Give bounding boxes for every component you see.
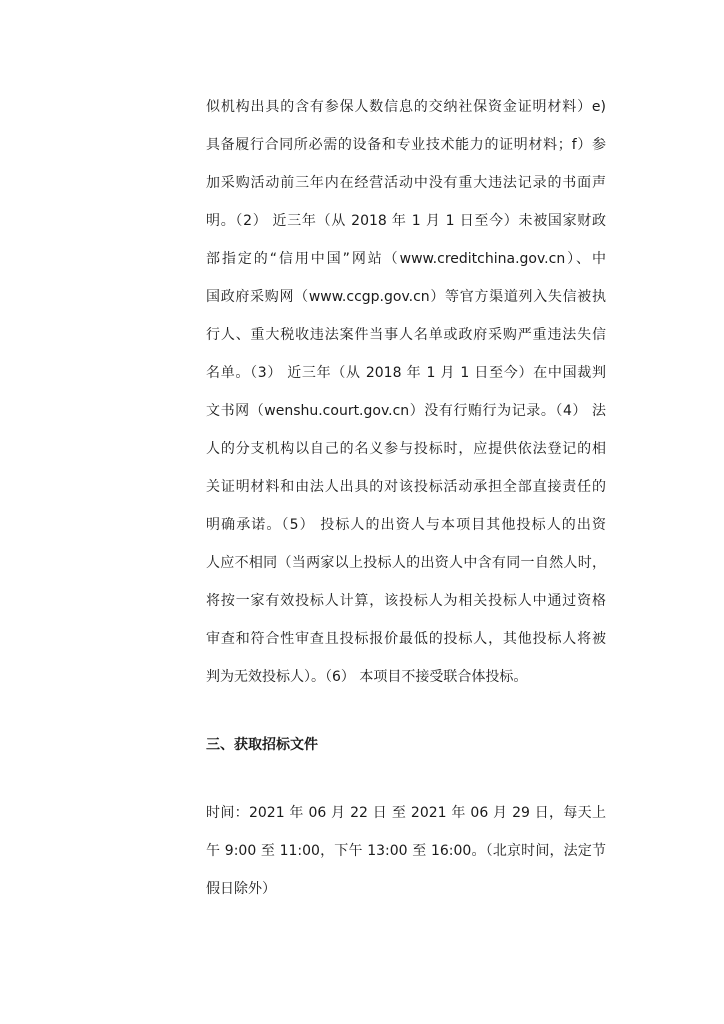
body-text-line: 似机构出具的含有参保人数信息的交纳社保资金证明材料）e) bbox=[206, 99, 606, 115]
body-text-line: 行人、重大税收违法案件当事人名单或政府采购严重违法失信 bbox=[206, 327, 606, 343]
body-text-line: 将按一家有效投标人计算，该投标人为相关投标人中通过资格 bbox=[206, 593, 606, 609]
body-text-line: 假日除外） bbox=[206, 881, 276, 897]
body-text-line: 名单。（3） 近三年（从 2018 年 1 月 1 日至今）在中国裁判 bbox=[206, 365, 606, 381]
body-text-line: 加采购活动前三年内在经营活动中没有重大违法记录的书面声 bbox=[206, 175, 606, 191]
body-text-line: 部指定的“信用中国”网站（www.creditchina.gov.cn）、中 bbox=[206, 251, 606, 267]
body-text-line: 文书网（wenshu.court.gov.cn）没有行贿行为记录。（4） 法 bbox=[206, 403, 606, 419]
body-text-line: 明确承诺。（5） 投标人的出资人与本项目其他投标人的出资 bbox=[206, 517, 606, 533]
body-text-line: 具备履行合同所必需的设备和专业技术能力的证明材料；f）参 bbox=[206, 137, 606, 153]
body-text-line: 人的分支机构以自己的名义参与投标时，应提供依法登记的相 bbox=[206, 441, 606, 457]
body-text-line: 明。（2） 近三年（从 2018 年 1 月 1 日至今）未被国家财政 bbox=[206, 213, 606, 229]
body-text-line: 时间：2021 年 06 月 22 日 至 2021 年 06 月 29 日，每天上 bbox=[206, 805, 606, 821]
body-text-line: 人应不相同（当两家以上投标人的出资人中含有同一自然人时， bbox=[206, 555, 606, 571]
section-heading: 三、获取招标文件 bbox=[206, 737, 318, 753]
body-text-line: 国政府采购网（www.ccgp.gov.cn）等官方渠道列入失信被执 bbox=[206, 289, 606, 305]
body-text-line: 审查和符合性审查且投标报价最低的投标人，其他投标人将被 bbox=[206, 631, 606, 647]
body-text-line: 判为无效投标人）。（6） 本项目不接受联合体投标。 bbox=[206, 669, 528, 685]
body-text-line: 关证明材料和由法人出具的对该投标活动承担全部直接责任的 bbox=[206, 479, 606, 495]
body-text-line: 午 9:00 至 11:00，下午 13:00 至 16:00。（北京时间，法定节 bbox=[206, 843, 606, 859]
